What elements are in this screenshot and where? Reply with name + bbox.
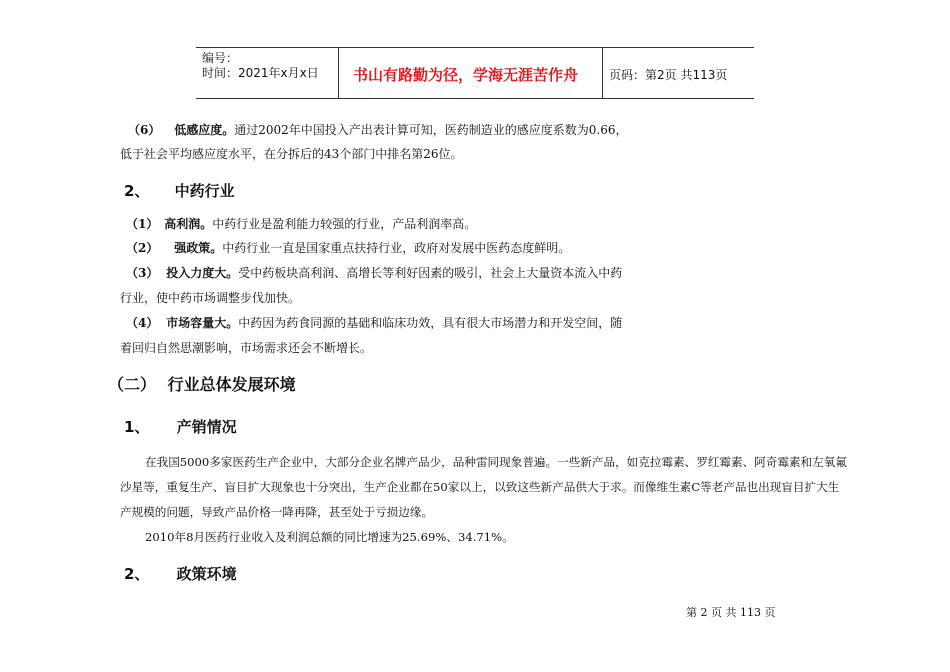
item-number: （6） (128, 123, 161, 137)
heading-title: 中药行业 (174, 182, 235, 200)
paragraph-text: 产规模的问题，导致产品价格一降再降，甚至处于亏损边缘。 (120, 505, 434, 519)
header-meta-cell (196, 48, 338, 98)
list-item-continued (120, 290, 300, 306)
item-text-continued: 着回归自然思潮影响，市场需求还会不断增长。 (120, 341, 373, 355)
list-item (126, 240, 570, 256)
heading-number: 2、 (124, 565, 150, 583)
item-title: 低感应度。 (174, 123, 235, 137)
heading-title: 产销情况 (176, 418, 237, 436)
header-page-info: 页码：第2页 共113页 (609, 68, 728, 82)
paragraph-line (120, 479, 839, 495)
section-heading (124, 416, 237, 437)
item-text-continued: 低于社会平均感应度水平，在分拆后的43个部门中排名第26位。 (120, 147, 463, 161)
section-heading (124, 563, 237, 584)
heading-number: （二） (108, 375, 157, 394)
item-title: 投入力度大。 (166, 266, 239, 280)
paragraph-text: 沙星等，重复生产、盲目扩大现象也十分突出，生产企业都在50家以上，以致这些新产品供大于求。而像维生素C等老产品也出现盲目扩大生 (120, 480, 840, 494)
item-text: 中药行业是盈利能力较强的行业，产品利润率高。 (212, 217, 477, 231)
section-heading (124, 180, 235, 201)
item-title: 市场容量大。 (166, 316, 239, 330)
item-text: 中药行业一直是国家重点扶持行业，政府对发展中医药态度鲜明。 (222, 241, 571, 255)
paragraph-text: 在我国5000多家医药生产企业中，大部分企业名牌产品少，品种雷同现象普遍。一些新产品，如克拉霉素、罗红霉素、阿奇霉素和左氧氟 (145, 455, 847, 469)
item-title: 高利润。 (164, 217, 213, 231)
list-item (126, 265, 622, 281)
page-footer: 第 2 页 共 113 页 (686, 606, 776, 619)
header-motto: 书山有路勤为径，学海无涯苦作舟 (353, 66, 579, 84)
paragraph-line (120, 146, 463, 162)
paragraph-line (120, 504, 433, 520)
header-time-label: 时间：2021年x月x日 (202, 66, 319, 80)
item-text: 通过2002年中国投入产出表计算可知，医药制造业的感应度系数为0.66， (234, 123, 628, 137)
page-header (196, 47, 754, 99)
item-number: （2） (126, 241, 159, 255)
item-number: （4） (126, 316, 159, 330)
list-item-continued (120, 340, 372, 356)
paragraph-text: 2010年8月医药行业收入及利润总额的同比增速为25.69%、34.71%。 (145, 530, 514, 544)
heading-number: 2、 (124, 182, 150, 200)
paragraph-line (128, 122, 627, 138)
header-number-label: 编号： (202, 51, 239, 65)
item-text-continued: 行业，使中药市场调整步伐加快。 (120, 291, 301, 305)
item-number: （1） (126, 217, 159, 231)
item-text: 受中药板块高利润、高增长等利好因素的吸引，社会上大量资本流入中药 (238, 266, 623, 280)
list-item (126, 315, 622, 331)
item-number: （3） (126, 266, 159, 280)
item-text: 中药因为药食同源的基础和临床功效，具有很大市场潜力和开发空间，随 (238, 316, 623, 330)
heading-title: 政策环境 (176, 565, 237, 583)
heading-title: 行业总体发展环境 (167, 375, 296, 394)
list-item (126, 216, 476, 232)
chapter-heading (108, 372, 296, 395)
header-page-cell (602, 48, 755, 98)
paragraph-line (145, 529, 514, 545)
item-title: 强政策。 (174, 241, 223, 255)
paragraph-line (145, 454, 847, 470)
heading-number: 1、 (124, 418, 150, 436)
